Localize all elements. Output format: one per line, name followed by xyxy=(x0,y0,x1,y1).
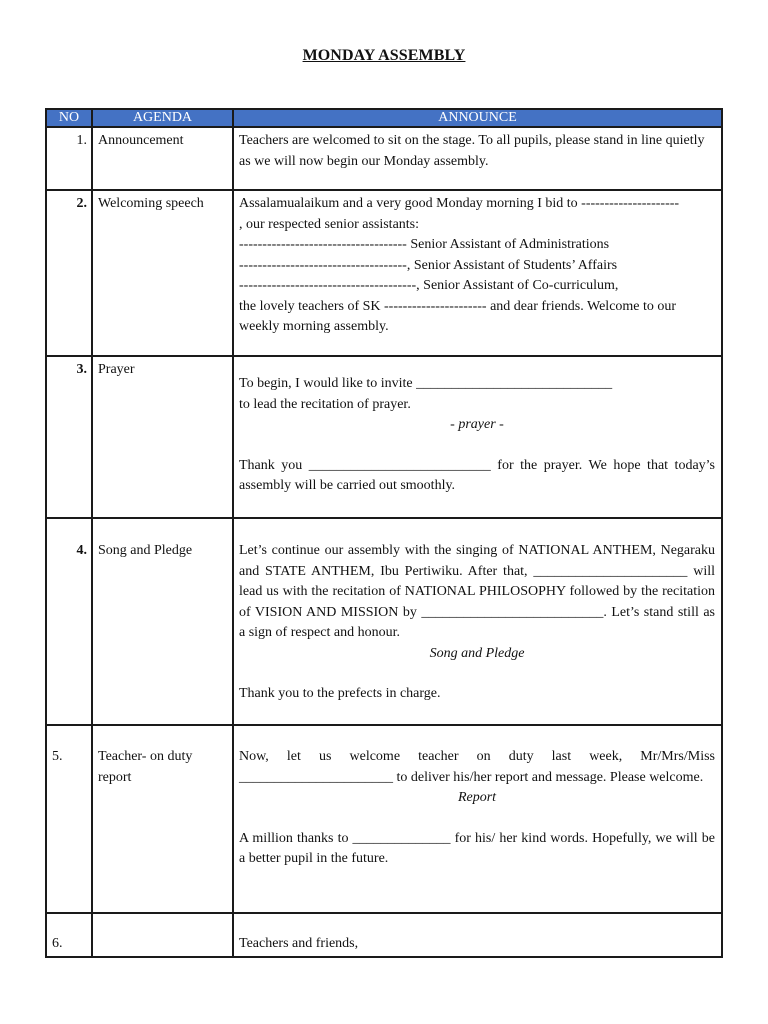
announce-line: To begin, I would like to invite ____________________________ xyxy=(239,376,613,391)
table-row xyxy=(46,913,722,957)
header-no: NO xyxy=(46,109,92,127)
header-announce: ANNOUNCE xyxy=(233,109,722,127)
row-number: 5. xyxy=(46,725,92,913)
agenda-item: Welcoming speech xyxy=(92,190,233,356)
agenda-item xyxy=(92,913,233,957)
row-number: 6. xyxy=(46,913,92,957)
announce-text xyxy=(233,518,722,725)
announce-line: --------------------------------------, Senior Assistant of Co-curriculum, xyxy=(239,278,619,293)
announce-line: ------------------------------------ Senior Assistant of Administrations xyxy=(239,237,610,252)
announce-line: to lead the recitation of prayer. xyxy=(239,396,411,412)
table-row xyxy=(46,725,722,913)
announce-line: ------------------------------------, Senior Assistant of Students’ Affairs xyxy=(239,257,618,273)
table-header-row xyxy=(46,109,722,127)
table-row xyxy=(46,356,722,518)
announce-line: the lovely teachers of SK ---------------------- and dear friends. Welcome to our weekly morning assembly. xyxy=(239,298,677,334)
announce-text xyxy=(233,190,722,356)
announce-line: Teachers and friends, xyxy=(239,936,359,951)
announce-text xyxy=(233,356,722,518)
agenda-item: Announcement xyxy=(92,127,233,190)
agenda-item: Song and Pledge xyxy=(92,518,233,725)
agenda-table xyxy=(45,108,723,958)
announce-line: Assalamualaikum and a very good Monday morning I bid to --------------------- xyxy=(239,196,680,211)
announce-line: , our respected senior assistants: xyxy=(239,216,420,232)
announce-text xyxy=(233,725,722,913)
song-caption: Song and Pledge xyxy=(429,645,525,661)
row-number: 1. xyxy=(46,127,92,190)
table-row xyxy=(46,518,722,725)
announce-text xyxy=(233,127,722,190)
announce-text xyxy=(233,913,722,957)
table-row xyxy=(46,190,722,356)
page-title: MONDAY ASSEMBLY xyxy=(302,47,466,64)
row-number: 4. xyxy=(46,518,92,725)
announce-line: Thank you __________________________ for the prayer. We hope that today’s assembly will be carried out smoothly. xyxy=(239,457,715,493)
prayer-caption: - prayer - xyxy=(450,417,504,432)
table-row xyxy=(46,127,722,190)
row-number: 3. xyxy=(46,356,92,518)
agenda-item: Prayer xyxy=(92,356,233,518)
announce-line: Let’s continue our assembly with the singing of NATIONAL ANTHEM, Negaraku and STATE ANTHEM, Ibu Pertiwiku. After that, ______________________ will lead us with the recitation of NATIONAL PHILOSOPHY followed by the recitation of VISION AND MISSION by __________________________. Let’s stand still as a sign of respect and honour. xyxy=(239,543,715,640)
header-agenda: AGENDA xyxy=(92,109,233,127)
announce-line: Now, let us welcome teacher on duty last week, Mr/Mrs/Miss ______________________ to deliver his/her report and message. Please welcome. xyxy=(239,749,715,785)
announce-line: A million thanks to ______________ for his/ her kind words. Hopefully, we will be a better pupil in the future. xyxy=(239,830,715,866)
announce-line: Teachers are welcomed to sit on the stage. To all pupils, please stand in line quietly as we will now begin our Monday assembly. xyxy=(239,133,705,169)
row-number: 2. xyxy=(46,190,92,356)
report-caption: Report xyxy=(457,790,497,805)
announce-line: Thank you to the prefects in charge. xyxy=(239,686,441,701)
agenda-item: Teacher- on duty report xyxy=(92,725,233,913)
